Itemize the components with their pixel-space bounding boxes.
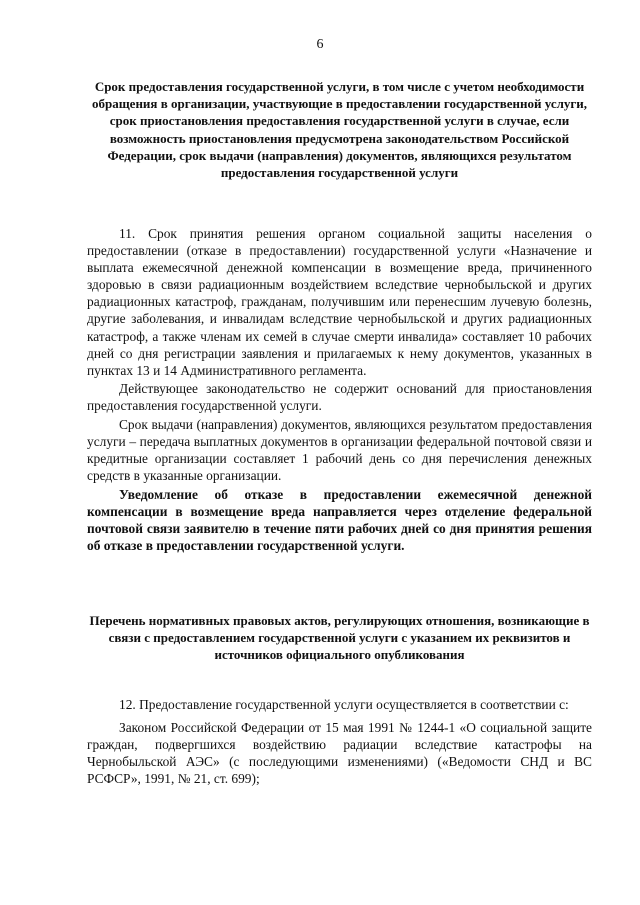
paragraph-refusal-notice: Уведомление об отказе в предоставлении ежемесячной денежной компенсации в возмещение вреда направляется через отделение федеральной почтовой связи заявителю в течение пяти рабочих дней со дня принятия решения об отказе в предоставлении государственной услуги. — [87, 486, 592, 554]
paragraph-law-1244-1: Законом Российской Федерации от 15 мая 1991 № 1244-1 «О социальной защите граждан, подвергшихся воздействию радиации вследствие катастрофы на Чернобыльской АЭС» (с последующими изменениями) («Ведомости СНД и ВС РСФСР», 1991, № 21, ст. 699); — [87, 720, 592, 787]
section-heading-service-term: Срок предоставления государственной услуги, в том числе с учетом необходимости обращения в организации, участвующие в предоставлении государственной услуги, срок приостановления предоставления государственной услуги в случае, если возможность приостановления предусмотрена законодательством Российской Федерации, срок выдачи (направления) документов, являющихся результатом предоставления государственной услуги — [91, 79, 588, 181]
paragraph-no-suspension: Действующее законодательство не содержит оснований для приостановления предоставления государственной услуги. — [87, 381, 592, 414]
section-body-legal-acts — [87, 696, 592, 789]
paragraph-12-legal-basis: 12. Предоставление государственной услуги осуществляется в соответствии с: — [119, 697, 569, 712]
paragraph-issue-term: Срок выдачи (направления) документов, являющихся результатом предоставления услуги – передача выплатных документов в организации федеральной почтовой связи и кредитные организации составляет 1 рабочий день со дня перечисления денежных средств в указанные организации. — [87, 417, 592, 484]
page-number: 6 — [316, 37, 324, 52]
section-heading-legal-acts: Перечень нормативных правовых актов, регулирующих отношения, возникающие в связи с предоставлением государственной услуги с указанием их реквизитов и источников официального опубликования — [89, 613, 590, 663]
section-body-service-term — [87, 225, 592, 556]
paragraph-11-decision-term: 11. Срок принятия решения органом социальной защиты населения о предоставлении (отказе в предоставлении) государственной услуги «Назначение и выплата ежемесячной денежной компенсации в возмещение вреда, причиненного здоровью в связи радиационным воздействием вследствие чернобыльской и других радиационных катастроф, гражданам, получившим или перенесшим лучевую болезнь, другие заболевания, и инвалидам вследствие чернобыльской и других радиационных катастроф, а также членам их семей в случае смерти инвалида» составляет 10 рабочих дней со дня регистрации заявления и прилагаемых к нему документов, указанных в пунктах 13 и 14 Административного регламента. — [87, 226, 592, 378]
